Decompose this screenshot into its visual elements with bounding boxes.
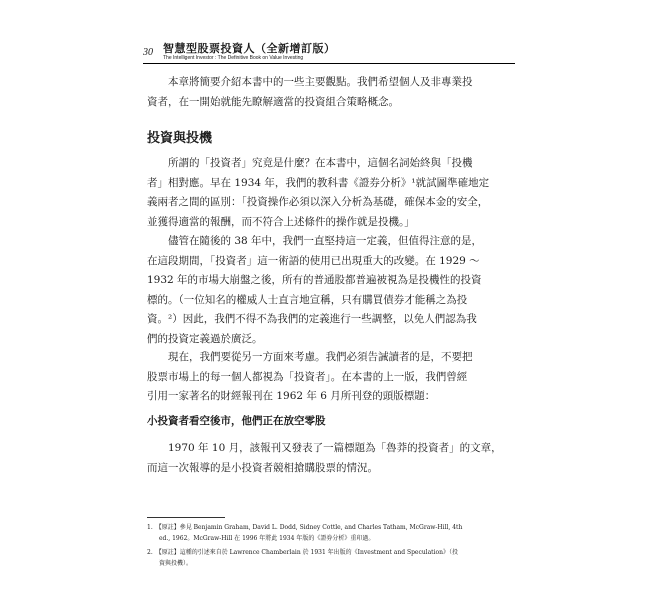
paragraph-line: 儘管在隨後的 38 年中，我們一直堅持這一定義，但值得注意的是， — [168, 235, 483, 247]
paragraph-line: 所謂的「投資者」究竟是什麼？在本書中，這個名詞始終與「投機 — [168, 157, 473, 169]
paragraph-line: 1970 年 10 月，該報刊又發表了一篇標題為「魯莽的投資者」的文章， — [168, 442, 502, 454]
paragraph-line: 義兩者之間的區別：「投資操作必須以深入分析為基礎，確保本金的安全， — [147, 196, 489, 208]
paragraph-line: 者」相對應。早在 1934 年，我們的教科書《證券分析》¹就試圖準確地定 — [147, 176, 490, 189]
intro-line: 資者，在一開始就能先瞭解適當的投資組合策略概念。 — [147, 95, 399, 108]
footnote-line: ed., 1962。McGraw-Hill 在 1996 年將此 1934 年版的《證券分析》重印過。 — [147, 535, 375, 542]
page-number: 30 — [143, 47, 153, 58]
paragraph-line: 1932 年的市場大崩盤之後，所有的普通股都普遍被視為是投機性的投資 — [147, 274, 482, 286]
paragraph-line: 標的。（一位知名的權威人士直言地宣稱，只有購買債券才能稱之為投 — [147, 293, 468, 306]
paragraph-line: 引用一家著名的財經報刊在 1962 年 6 月所刊登的頭版標題： — [147, 390, 436, 402]
footnote-2 — [147, 547, 519, 569]
paragraph-3 — [147, 348, 512, 407]
paragraph-1 — [147, 154, 512, 232]
paragraph-line: 在這段期間，「投資者」這一術語的使用已出現重大的改變。在 1929 ～ — [147, 254, 480, 267]
footnote-line: 資與投機）。 — [147, 560, 193, 567]
paragraph-line: 資。²）因此，我們不得不為我們的定義進行一些調整，以免人們認為我 — [147, 313, 477, 325]
footnote-1 — [147, 522, 519, 544]
footnote-line: 2. 【原註】這種的引述來自於 Lawrence Chamberlain 於 1931 年出版的《Investment and Speculation》（投 — [147, 549, 458, 556]
paragraph-line: 並獲得適當的報酬，而不符合上述條件的操作就是投機。」 — [147, 215, 415, 228]
footnote-rule — [147, 517, 225, 518]
intro-line: 本章將簡要介紹本書中的一些主要觀點。我們希望個人及非專業投 — [168, 76, 473, 88]
paragraph-4 — [147, 439, 512, 478]
book-subtitle: The Intelligent Investor : The Definitive Book on Value Investing — [163, 55, 304, 61]
header-rule — [143, 63, 515, 64]
book-title: 智慧型股票投資人（全新增訂版） — [163, 42, 336, 55]
paragraph-line: 們的投資定義過於廣泛。 — [147, 332, 263, 345]
intro-paragraph — [147, 73, 512, 112]
paragraph-line: 現在，我們要從另一方面來考慮。我們必須告誡讀者的是，不要把 — [168, 351, 473, 363]
footnote-line: 1. 【原註】參見 Benjamin Graham, David L. Dodd, Sidney Cottle, and Charles Tatham, McGraw-Hill, 4th — [147, 524, 463, 531]
paragraph-line: 而這一次報導的是小投資者競相搶購股票的情況。 — [147, 461, 378, 474]
section-heading: 投資與投機 — [147, 131, 213, 146]
paragraph-line: 股票市場上的每一個人都視為「投資者」。在本書的上一版，我們曾經 — [147, 370, 468, 383]
sub-heading: 小投資者看空後市，他們正在放空零股 — [147, 415, 326, 427]
paragraph-2 — [147, 232, 512, 349]
